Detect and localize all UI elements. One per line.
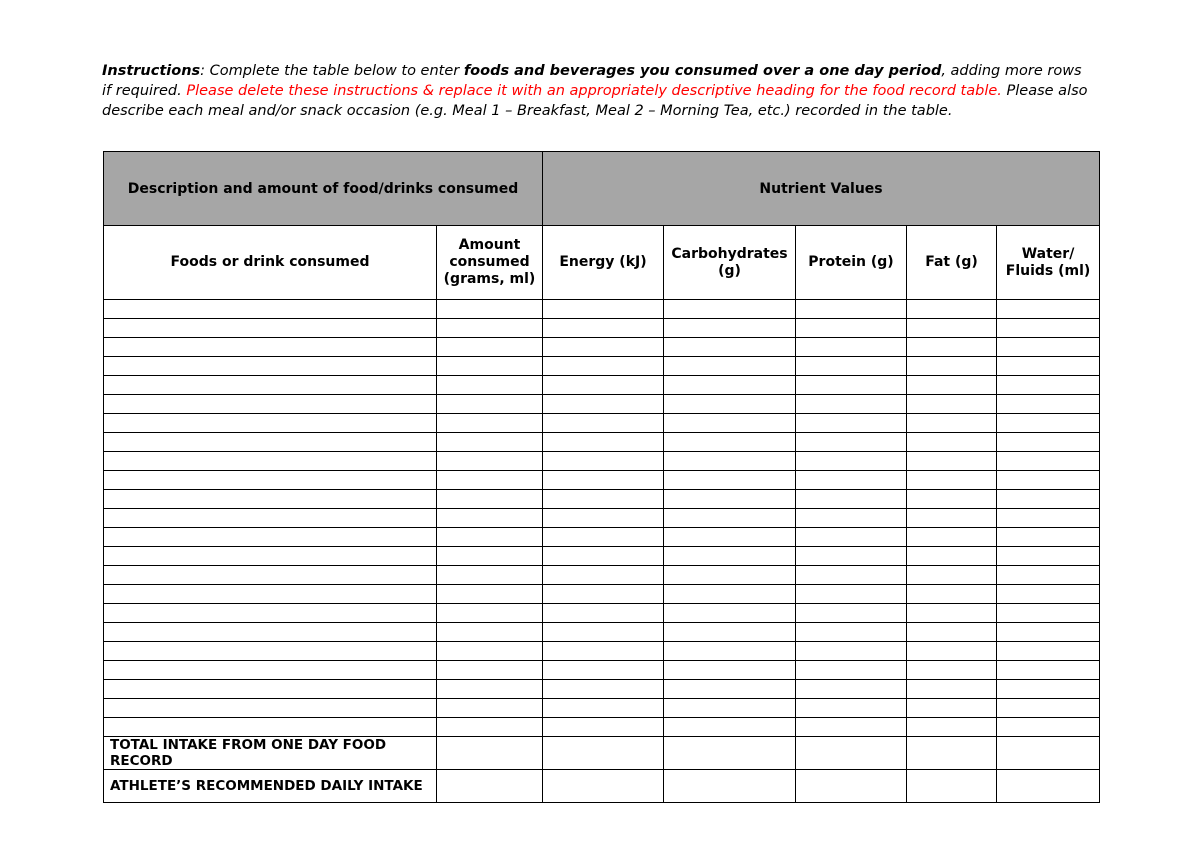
water-cell[interactable] xyxy=(997,623,1100,642)
food-cell[interactable] xyxy=(104,699,437,718)
protein-cell[interactable] xyxy=(796,376,907,395)
amount-cell[interactable] xyxy=(437,604,543,623)
water-cell[interactable] xyxy=(997,490,1100,509)
amount-cell[interactable] xyxy=(437,585,543,604)
table-row xyxy=(104,566,1100,585)
carbohydrates-cell[interactable] xyxy=(664,566,796,585)
fat-cell[interactable] xyxy=(907,718,997,737)
food-cell[interactable] xyxy=(104,661,437,680)
carbohydrates-cell[interactable] xyxy=(664,623,796,642)
food-cell[interactable] xyxy=(104,452,437,471)
fat-cell[interactable] xyxy=(907,680,997,699)
protein-cell[interactable] xyxy=(796,509,907,528)
water-cell[interactable] xyxy=(997,509,1100,528)
table-row xyxy=(104,319,1100,338)
energy-cell[interactable] xyxy=(543,661,664,680)
water-cell[interactable] xyxy=(997,642,1100,661)
protein-cell[interactable] xyxy=(796,490,907,509)
water-cell[interactable] xyxy=(997,718,1100,737)
column-header-carbohydrates: Carbohydrates (g) xyxy=(664,226,796,300)
food-cell[interactable] xyxy=(104,300,437,319)
fat-cell[interactable] xyxy=(907,623,997,642)
food-cell[interactable] xyxy=(104,338,437,357)
energy-cell[interactable] xyxy=(543,604,664,623)
fat-cell[interactable] xyxy=(907,547,997,566)
energy-cell[interactable] xyxy=(543,376,664,395)
food-cell[interactable] xyxy=(104,642,437,661)
table-row xyxy=(104,718,1100,737)
carbohydrates-cell[interactable] xyxy=(664,414,796,433)
table-row xyxy=(104,471,1100,490)
energy-cell[interactable] xyxy=(543,528,664,547)
table-row xyxy=(104,414,1100,433)
fat-cell[interactable] xyxy=(907,585,997,604)
protein-cell[interactable] xyxy=(796,661,907,680)
column-header-energy: Energy (kJ) xyxy=(543,226,664,300)
amount-cell[interactable] xyxy=(437,376,543,395)
energy-cell[interactable] xyxy=(543,547,664,566)
table-row xyxy=(104,300,1100,319)
carbohydrates-cell[interactable] xyxy=(664,661,796,680)
total-intake-row xyxy=(104,737,1100,770)
recommended-amount-cell[interactable] xyxy=(437,770,543,803)
table-row xyxy=(104,585,1100,604)
fat-cell[interactable] xyxy=(907,338,997,357)
carbohydrates-cell[interactable] xyxy=(664,642,796,661)
energy-cell[interactable] xyxy=(543,680,664,699)
energy-cell[interactable] xyxy=(543,585,664,604)
food-cell[interactable] xyxy=(104,718,437,737)
amount-cell[interactable] xyxy=(437,566,543,585)
food-cell[interactable] xyxy=(104,414,437,433)
instructions-label: Instructions xyxy=(102,63,201,79)
total-energy-cell[interactable] xyxy=(543,737,664,770)
energy-cell[interactable] xyxy=(543,699,664,718)
protein-cell[interactable] xyxy=(796,566,907,585)
fat-cell[interactable] xyxy=(907,642,997,661)
amount-cell[interactable] xyxy=(437,623,543,642)
recommended-intake-label: ATHLETE’S RECOMMENDED DAILY INTAKE xyxy=(104,770,437,803)
food-cell[interactable] xyxy=(104,585,437,604)
table-row xyxy=(104,547,1100,566)
fat-cell[interactable] xyxy=(907,414,997,433)
recommended-intake-row xyxy=(104,770,1100,803)
amount-cell[interactable] xyxy=(437,319,543,338)
amount-cell[interactable] xyxy=(437,452,543,471)
carbohydrates-cell[interactable] xyxy=(664,357,796,376)
water-cell[interactable] xyxy=(997,699,1100,718)
amount-cell[interactable] xyxy=(437,433,543,452)
column-header-row xyxy=(104,226,1100,300)
table-row xyxy=(104,357,1100,376)
water-cell[interactable] xyxy=(997,300,1100,319)
fat-cell[interactable] xyxy=(907,376,997,395)
carbohydrates-cell[interactable] xyxy=(664,452,796,471)
table-row xyxy=(104,642,1100,661)
food-cell[interactable] xyxy=(104,528,437,547)
fat-cell[interactable] xyxy=(907,357,997,376)
carbohydrates-cell[interactable] xyxy=(664,376,796,395)
instructions-delete-note: Please delete these instructions & replace it with an appropriately descriptive heading for the food record table. xyxy=(186,83,1002,99)
fat-cell[interactable] xyxy=(907,661,997,680)
amount-cell[interactable] xyxy=(437,509,543,528)
food-cell[interactable] xyxy=(104,376,437,395)
total-protein-cell[interactable] xyxy=(796,737,907,770)
energy-cell[interactable] xyxy=(543,718,664,737)
protein-cell[interactable] xyxy=(796,471,907,490)
amount-cell[interactable] xyxy=(437,547,543,566)
protein-cell[interactable] xyxy=(796,338,907,357)
recommended-carbohydrates-cell[interactable] xyxy=(664,770,796,803)
energy-cell[interactable] xyxy=(543,338,664,357)
protein-cell[interactable] xyxy=(796,699,907,718)
carbohydrates-cell[interactable] xyxy=(664,547,796,566)
water-cell[interactable] xyxy=(997,338,1100,357)
fat-cell[interactable] xyxy=(907,471,997,490)
energy-cell[interactable] xyxy=(543,509,664,528)
energy-cell[interactable] xyxy=(543,414,664,433)
table-row xyxy=(104,509,1100,528)
amount-cell[interactable] xyxy=(437,357,543,376)
energy-cell[interactable] xyxy=(543,642,664,661)
carbohydrates-cell[interactable] xyxy=(664,338,796,357)
food-cell[interactable] xyxy=(104,547,437,566)
carbohydrates-cell[interactable] xyxy=(664,699,796,718)
amount-cell[interactable] xyxy=(437,680,543,699)
protein-cell[interactable] xyxy=(796,414,907,433)
instructions-text-1: : Complete the table below to enter xyxy=(200,63,464,79)
instructions-paragraph xyxy=(102,61,1092,121)
total-carbohydrates-cell[interactable] xyxy=(664,737,796,770)
amount-cell[interactable] xyxy=(437,661,543,680)
water-cell[interactable] xyxy=(997,680,1100,699)
food-cell[interactable] xyxy=(104,471,437,490)
total-intake-label: TOTAL INTAKE FROM ONE DAY FOOD RECORD xyxy=(104,737,437,770)
water-cell[interactable] xyxy=(997,471,1100,490)
description-group-header: Description and amount of food/drinks consumed xyxy=(104,152,543,226)
protein-cell[interactable] xyxy=(796,680,907,699)
protein-cell[interactable] xyxy=(796,300,907,319)
carbohydrates-cell[interactable] xyxy=(664,509,796,528)
carbohydrates-cell[interactable] xyxy=(664,471,796,490)
carbohydrates-cell[interactable] xyxy=(664,604,796,623)
group-header-row xyxy=(104,152,1100,226)
table-row xyxy=(104,490,1100,509)
food-cell[interactable] xyxy=(104,566,437,585)
water-cell[interactable] xyxy=(997,547,1100,566)
protein-cell[interactable] xyxy=(796,604,907,623)
protein-cell[interactable] xyxy=(796,547,907,566)
food-cell[interactable] xyxy=(104,604,437,623)
fat-cell[interactable] xyxy=(907,490,997,509)
food-cell[interactable] xyxy=(104,680,437,699)
food-cell[interactable] xyxy=(104,490,437,509)
food-cell[interactable] xyxy=(104,509,437,528)
table-row xyxy=(104,338,1100,357)
fat-cell[interactable] xyxy=(907,319,997,338)
fat-cell[interactable] xyxy=(907,566,997,585)
table-row xyxy=(104,395,1100,414)
protein-cell[interactable] xyxy=(796,528,907,547)
fat-cell[interactable] xyxy=(907,300,997,319)
total-water-cell[interactable] xyxy=(997,737,1100,770)
protein-cell[interactable] xyxy=(796,357,907,376)
amount-cell[interactable] xyxy=(437,338,543,357)
energy-cell[interactable] xyxy=(543,357,664,376)
water-cell[interactable] xyxy=(997,376,1100,395)
amount-cell[interactable] xyxy=(437,395,543,414)
total-fat-cell[interactable] xyxy=(907,737,997,770)
table-row xyxy=(104,623,1100,642)
amount-cell[interactable] xyxy=(437,718,543,737)
energy-cell[interactable] xyxy=(543,300,664,319)
column-header-protein: Protein (g) xyxy=(796,226,907,300)
water-cell[interactable] xyxy=(997,585,1100,604)
total-amount-cell[interactable] xyxy=(437,737,543,770)
column-header-food: Foods or drink consumed xyxy=(104,226,437,300)
carbohydrates-cell[interactable] xyxy=(664,585,796,604)
water-cell[interactable] xyxy=(997,661,1100,680)
food-cell[interactable] xyxy=(104,319,437,338)
water-cell[interactable] xyxy=(997,433,1100,452)
instructions-emphasis: foods and beverages you consumed over a one day period xyxy=(463,63,942,79)
table-row xyxy=(104,376,1100,395)
amount-cell[interactable] xyxy=(437,528,543,547)
fat-cell[interactable] xyxy=(907,509,997,528)
column-header-fat: Fat (g) xyxy=(907,226,997,300)
energy-cell[interactable] xyxy=(543,395,664,414)
carbohydrates-cell[interactable] xyxy=(664,528,796,547)
fat-cell[interactable] xyxy=(907,452,997,471)
instructions-text-3: Please also describe each meal and/or snack occasion (e.g. Meal 1 – Breakfast, Meal 2 – Morning Tea, etc.) recorded in the table. xyxy=(102,83,1088,119)
nutrient-values-header: Nutrient Values xyxy=(543,152,1100,226)
recommended-energy-cell[interactable] xyxy=(543,770,664,803)
food-record-table xyxy=(103,151,1100,803)
carbohydrates-cell[interactable] xyxy=(664,300,796,319)
protein-cell[interactable] xyxy=(796,642,907,661)
energy-cell[interactable] xyxy=(543,471,664,490)
energy-cell[interactable] xyxy=(543,623,664,642)
food-cell[interactable] xyxy=(104,623,437,642)
carbohydrates-cell[interactable] xyxy=(664,319,796,338)
recommended-fat-cell[interactable] xyxy=(907,770,997,803)
table-row xyxy=(104,528,1100,547)
energy-cell[interactable] xyxy=(543,566,664,585)
amount-cell[interactable] xyxy=(437,490,543,509)
protein-cell[interactable] xyxy=(796,585,907,604)
column-header-water: Water/ Fluids (ml) xyxy=(997,226,1100,300)
table-row xyxy=(104,680,1100,699)
amount-cell[interactable] xyxy=(437,414,543,433)
protein-cell[interactable] xyxy=(796,433,907,452)
water-cell[interactable] xyxy=(997,566,1100,585)
food-cell[interactable] xyxy=(104,395,437,414)
recommended-water-cell[interactable] xyxy=(997,770,1100,803)
food-cell[interactable] xyxy=(104,433,437,452)
food-cell[interactable] xyxy=(104,357,437,376)
table-row xyxy=(104,661,1100,680)
carbohydrates-cell[interactable] xyxy=(664,433,796,452)
protein-cell[interactable] xyxy=(796,395,907,414)
energy-cell[interactable] xyxy=(543,452,664,471)
water-cell[interactable] xyxy=(997,319,1100,338)
water-cell[interactable] xyxy=(997,395,1100,414)
fat-cell[interactable] xyxy=(907,433,997,452)
carbohydrates-cell[interactable] xyxy=(664,395,796,414)
table-row xyxy=(104,452,1100,471)
table-row xyxy=(104,604,1100,623)
amount-cell[interactable] xyxy=(437,699,543,718)
table-row xyxy=(104,433,1100,452)
protein-cell[interactable] xyxy=(796,319,907,338)
protein-cell[interactable] xyxy=(796,718,907,737)
fat-cell[interactable] xyxy=(907,395,997,414)
water-cell[interactable] xyxy=(997,452,1100,471)
amount-cell[interactable] xyxy=(437,471,543,490)
table-row xyxy=(104,699,1100,718)
carbohydrates-cell[interactable] xyxy=(664,490,796,509)
protein-cell[interactable] xyxy=(796,623,907,642)
water-cell[interactable] xyxy=(997,414,1100,433)
water-cell[interactable] xyxy=(997,528,1100,547)
instructions-text-2: , adding more rows if required. xyxy=(102,63,1082,99)
carbohydrates-cell[interactable] xyxy=(664,718,796,737)
water-cell[interactable] xyxy=(997,604,1100,623)
carbohydrates-cell[interactable] xyxy=(664,680,796,699)
energy-cell[interactable] xyxy=(543,319,664,338)
water-cell[interactable] xyxy=(997,357,1100,376)
amount-cell[interactable] xyxy=(437,300,543,319)
column-header-amount: Amount consumed (grams, ml) xyxy=(437,226,543,300)
energy-cell[interactable] xyxy=(543,490,664,509)
fat-cell[interactable] xyxy=(907,699,997,718)
fat-cell[interactable] xyxy=(907,604,997,623)
recommended-protein-cell[interactable] xyxy=(796,770,907,803)
amount-cell[interactable] xyxy=(437,642,543,661)
energy-cell[interactable] xyxy=(543,433,664,452)
protein-cell[interactable] xyxy=(796,452,907,471)
fat-cell[interactable] xyxy=(907,528,997,547)
